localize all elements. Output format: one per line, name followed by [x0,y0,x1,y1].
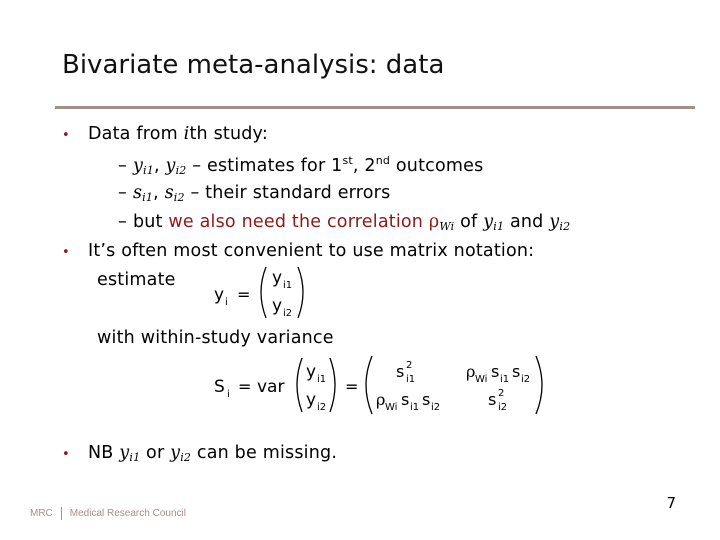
text: can be missing. [191,443,338,463]
bullet-3 [88,443,337,464]
sub-item-2: – $s_{i1}$, $s_{i2}$ – their standard errors [118,183,391,204]
subscript: i2 [559,220,571,233]
eq2-var: var [257,377,285,397]
page-number: 7 [666,494,676,512]
variance-label: with within-study variance [97,328,334,348]
eq1-lhs-sub: i [225,297,228,308]
logo-separator [61,507,62,520]
ordinal: nd [375,154,391,167]
m12-s1-sub: i1 [500,374,510,385]
subscript: i1 [142,191,154,204]
subscript: i1 [143,164,154,177]
eq2-v2-sub: i2 [317,402,327,413]
text: NB [88,443,120,463]
m12-s2: s [512,362,521,381]
logo-mrc: MRC [30,507,53,519]
m12-s1: s [491,362,500,381]
bullet-dot-icon: • [62,245,70,260]
text: of [454,212,484,232]
equation-estimate [210,262,310,324]
eq2-v1: y [306,362,317,382]
equation-variance [210,352,550,418]
text: , 2 [352,156,376,176]
m11-sub: i1 [406,374,416,385]
text: – estimates for 1 [186,156,343,176]
dash-marker: – [118,156,127,176]
bullet-1-post: th study: [189,124,268,144]
logo-council: Medical Research Council [69,507,186,519]
bullet-1-pre: Data from [88,124,184,144]
left-paren [261,267,266,318]
m12-s2-sub: i2 [521,374,531,385]
text: – their standard errors [184,183,391,203]
highlight-text: we also need the correlation [168,212,429,232]
m21-rho: ρ [376,390,386,409]
eq1-lhs: y [214,285,225,305]
m21-rho-sub: Wi [385,402,398,413]
estimate-label: estimate [97,270,176,290]
subscript: Wi [439,220,455,233]
m11: s [396,362,405,381]
eq2-lhs-sub: i [227,389,230,400]
subscript: i1 [493,220,505,233]
m22: s [488,390,497,409]
bullet-1 [88,124,268,144]
bullet-1-i: i [183,124,190,144]
m21-s1-sub: i1 [410,402,420,413]
left-paren [366,356,372,414]
m12-rho-sub: Wi [475,374,488,385]
m21-s2-sub: i2 [431,402,441,413]
var-y: y [132,156,144,176]
var-y: y [483,212,494,232]
subscript: i1 [129,451,141,464]
eq2-equals-1: = [238,377,252,396]
bullet-dot-icon: • [62,128,70,143]
right-paren [330,358,335,412]
text: but [132,212,169,232]
eq1-elem2-sub: i2 [283,308,293,319]
eq1-elem1-sub: i1 [283,280,293,291]
slide-title: Bivariate meta-analysis: data [62,50,445,80]
bullet-2: It’s often most convenient to use matrix notation: [88,241,535,261]
var-y: y [170,443,181,463]
dash-marker: – [118,212,127,232]
eq1-elem1: y [272,268,283,288]
text: and [504,212,550,232]
sub-item-3 [118,212,570,233]
rho-symbol: ρ [428,212,440,232]
eq2-v1-sub: i1 [317,374,327,385]
m21-s2: s [422,390,431,409]
subscript: i2 [175,164,187,177]
subscript: i2 [180,451,192,464]
text: outcomes [390,156,484,176]
m11-sup: 2 [406,360,413,371]
m21-s1: s [401,390,410,409]
var-y: y [119,443,130,463]
m22-sub: i2 [498,402,508,413]
ordinal: st [342,154,353,167]
eq2-equals-2: = [345,377,359,396]
right-paren [536,356,542,414]
dash-marker: – [118,183,127,203]
text: or [140,443,171,463]
var-y: y [165,156,176,176]
bullet-dot-icon: • [62,447,70,462]
m22-sup: 2 [498,388,505,399]
subscript: i2 [173,191,185,204]
var-y: y [549,212,560,232]
eq2-lhs: S [214,377,225,397]
right-paren [298,267,303,318]
title-rule [55,106,695,109]
var-s: s [164,183,174,203]
sub-item-1: – $y_{i1}$, $y_{i2}$ – estimates for 1st, 2nd outcomes [118,154,484,177]
eq2-v2: y [306,390,317,410]
mrc-logo [30,505,186,521]
eq1-equals: = [237,285,251,304]
eq1-elem2: y [272,296,283,316]
left-paren [297,358,302,412]
m12-rho: ρ [466,362,476,381]
var-s: s [132,183,143,203]
